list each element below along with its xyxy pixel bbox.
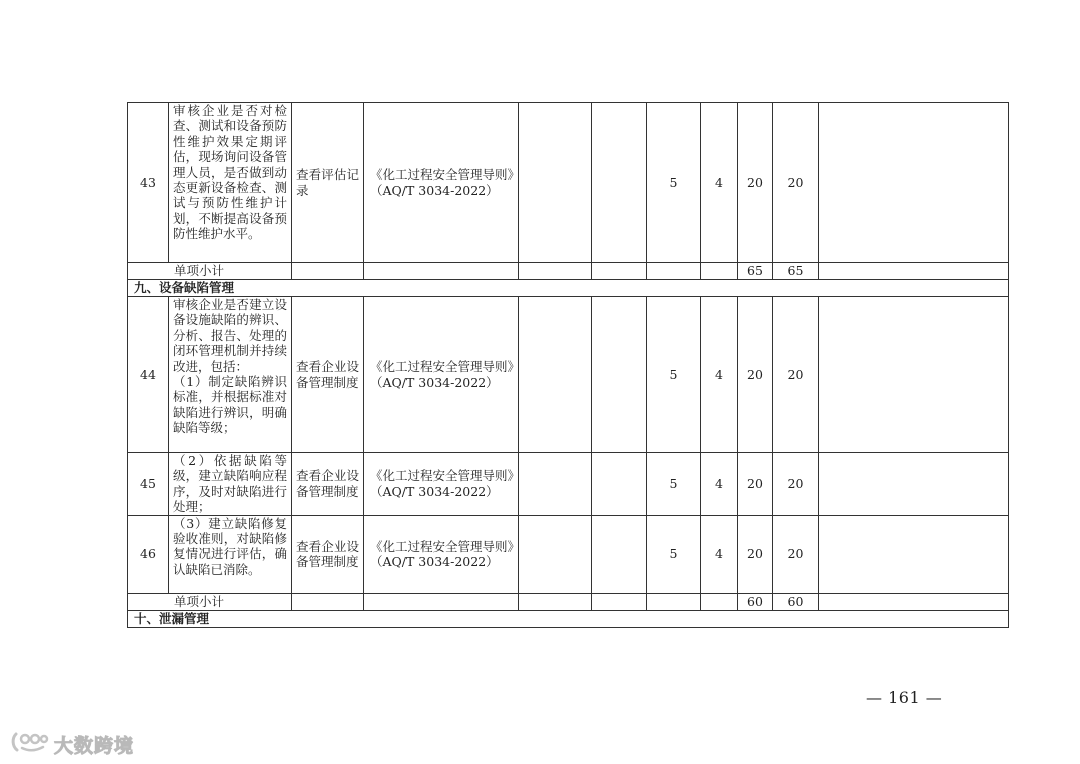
remarks-cell (819, 515, 1009, 593)
score-value: 20 (773, 453, 819, 516)
remarks-cell (819, 263, 1009, 280)
table-cell (592, 515, 647, 593)
audit-content: （2）依据缺陷等级，建立缺陷响应程序，及时对缺陷进行处理； (169, 453, 292, 516)
remarks-cell (819, 593, 1009, 610)
watermark-logo-icon (10, 730, 50, 758)
audit-method: 查看企业设备管理制度 (292, 297, 364, 453)
table-row (128, 593, 1009, 610)
item-number: 43 (128, 103, 169, 263)
remarks-cell (819, 453, 1009, 516)
score-value: 4 (701, 515, 738, 593)
score-value: 4 (701, 297, 738, 453)
empty-cell (292, 263, 364, 280)
table-cell (519, 103, 592, 263)
subtotal-score: 65 (738, 263, 773, 280)
table-cell (519, 453, 592, 516)
score-value: 20 (738, 453, 773, 516)
basis-document: 《化工过程安全管理导则》（AQ/T 3034-2022） (364, 103, 519, 263)
basis-document: 《化工过程安全管理导则》（AQ/T 3034-2022） (364, 297, 519, 453)
basis-document: 《化工过程安全管理导则》（AQ/T 3034-2022） (364, 515, 519, 593)
table-row (128, 280, 1009, 297)
watermark (10, 731, 134, 757)
basis-document: 《化工过程安全管理导则》（AQ/T 3034-2022） (364, 453, 519, 516)
audit-content: （3）建立缺陷修复验收准则，对缺陷修复情况进行评估，确认缺陷已消除。 (169, 515, 292, 593)
audit-table (127, 102, 1009, 628)
section-heading: 十、泄漏管理 (128, 610, 1009, 627)
audit-content: 审核企业是否建立设备设施缺陷的辨识、分析、报告、处理的闭环管理机制并持续改进，包括： （1）制定缺陷辨识标准，并根据标准对缺陷进行辨识，明确缺陷等级； (169, 297, 292, 453)
table-row (128, 515, 1009, 593)
empty-cell (647, 593, 701, 610)
subtotal-score: 65 (773, 263, 819, 280)
audit-method: 查看企业设备管理制度 (292, 515, 364, 593)
table-row (128, 297, 1009, 453)
score-value: 5 (647, 453, 701, 516)
empty-cell (519, 593, 592, 610)
audit-content: 审核企业是否对检查、测试和设备预防性维护效果定期评估，现场询问设备管理人员，是否做到动态更新设备检查、测试与预防性维护计划，不断提高设备预防性维护水平。 (169, 103, 292, 263)
subtotal-label: 单项小计 (128, 263, 292, 280)
empty-cell (364, 263, 519, 280)
table-cell (592, 453, 647, 516)
item-number: 44 (128, 297, 169, 453)
item-number: 45 (128, 453, 169, 516)
score-value: 5 (647, 515, 701, 593)
item-number: 46 (128, 515, 169, 593)
score-value: 4 (701, 453, 738, 516)
table-cell (519, 297, 592, 453)
empty-cell (701, 593, 738, 610)
empty-cell (647, 263, 701, 280)
page-number: — 161 — (866, 688, 943, 707)
subtotal-score: 60 (738, 593, 773, 610)
empty-cell (592, 263, 647, 280)
remarks-cell (819, 103, 1009, 263)
table-row (128, 610, 1009, 627)
score-value: 20 (738, 515, 773, 593)
table-row (128, 263, 1009, 280)
subtotal-label: 单项小计 (128, 593, 292, 610)
watermark-text: 大数跨境 (54, 734, 135, 757)
empty-cell (701, 263, 738, 280)
empty-cell (292, 593, 364, 610)
table-cell (592, 297, 647, 453)
table-row (128, 453, 1009, 516)
subtotal-score: 60 (773, 593, 819, 610)
empty-cell (592, 593, 647, 610)
score-value: 20 (738, 297, 773, 453)
score-value: 4 (701, 103, 738, 263)
table-cell (592, 103, 647, 263)
score-value: 20 (738, 103, 773, 263)
empty-cell (519, 263, 592, 280)
audit-method: 查看企业设备管理制度 (292, 453, 364, 516)
empty-cell (364, 593, 519, 610)
remarks-cell (819, 297, 1009, 453)
table-cell (519, 515, 592, 593)
audit-method: 查看评估记录 (292, 103, 364, 263)
table-row (128, 103, 1009, 263)
score-value: 20 (773, 297, 819, 453)
score-value: 20 (773, 515, 819, 593)
score-value: 20 (773, 103, 819, 263)
score-value: 5 (647, 103, 701, 263)
section-heading: 九、设备缺陷管理 (128, 280, 1009, 297)
score-value: 5 (647, 297, 701, 453)
